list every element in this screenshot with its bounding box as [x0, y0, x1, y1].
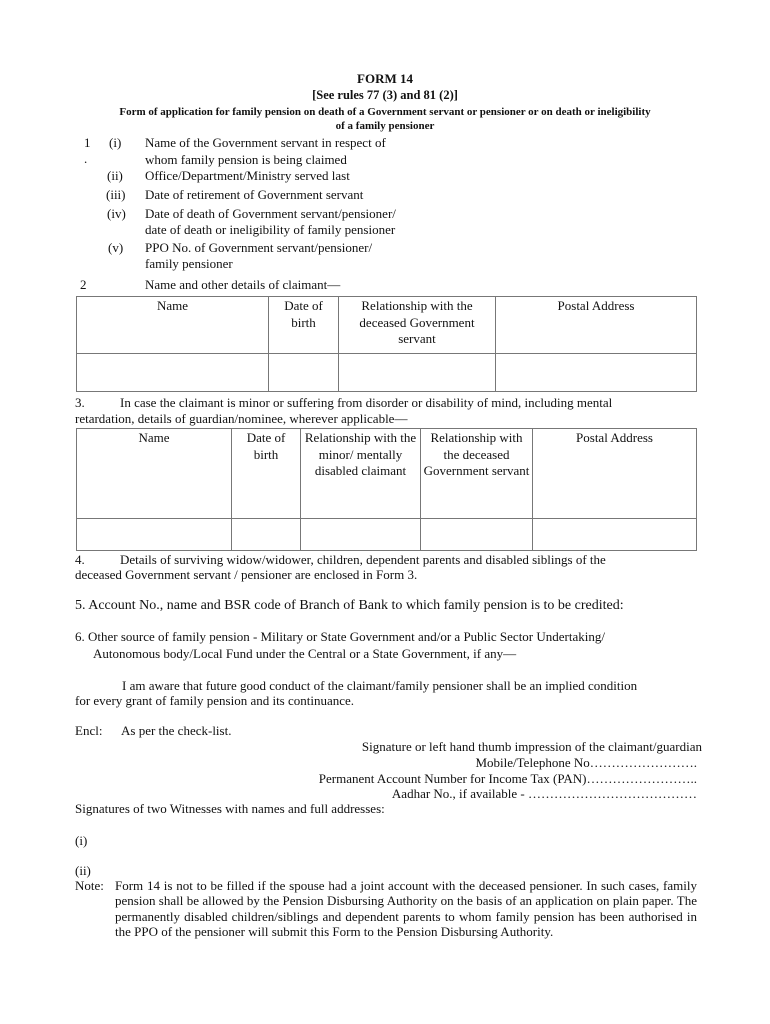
guardian-table-header-row	[77, 429, 697, 519]
item3-text-line1: In case the claimant is minor or suffering from disorder or disability of mind, including mental	[120, 395, 613, 410]
item1-v-label: (v)	[108, 240, 124, 255]
guardian-cell-name[interactable]	[77, 519, 232, 551]
item3-number: 3.	[75, 395, 85, 410]
witnesses-heading: Signatures of two Witnesses with names and full addresses:	[75, 801, 385, 816]
guardian-header-relationship-deceased: Relationship with the deceased Government servant	[421, 429, 533, 519]
item4-number: 4.	[75, 552, 85, 567]
item1-iv-text-cont: date of death or ineligibility of family pensioner	[145, 222, 396, 237]
guardian-header-dob: Date of birth	[232, 429, 301, 519]
item2-number: 2	[80, 277, 87, 292]
item1-v-text: PPO No. of Government servant/pensioner/	[145, 240, 373, 255]
declaration-line2: for every grant of family pension and its continuance.	[75, 693, 355, 708]
item4-text-line1: Details of surviving widow/widower, children, dependent parents and disabled siblings of the	[120, 552, 606, 567]
signature-line: Signature or left hand thumb impression of the claimant/guardian	[361, 739, 702, 754]
note-label: Note:	[75, 878, 104, 893]
item1-iii-text: Date of retirement of Government servant	[145, 187, 364, 202]
item1-dot: .	[84, 151, 88, 166]
item1-iv-text: Date of death of Government servant/pensioner/	[145, 206, 396, 221]
item4-text-line2: deceased Government servant / pensioner are enclosed in Form 3.	[75, 567, 418, 582]
encl-text: As per the check-list.	[121, 723, 232, 738]
claimant-cell-dob[interactable]	[269, 354, 339, 392]
claimant-cell-relationship[interactable]	[339, 354, 496, 392]
guardian-cell-address[interactable]	[533, 519, 697, 551]
claimant-header-dob: Date of birth	[269, 297, 339, 354]
form-subtitle-line2: of a family pensioner	[335, 120, 435, 132]
item1-iv-label: (iv)	[107, 206, 126, 221]
claimant-cell-address[interactable]	[496, 354, 697, 392]
item1-number: 1	[84, 135, 91, 150]
claimant-header-address: Postal Address	[496, 297, 697, 354]
guardian-header-name: Name	[77, 429, 232, 519]
item2-text: Name and other details of claimant—	[145, 277, 341, 292]
claimant-table-row	[77, 354, 697, 392]
guardian-table-row	[77, 519, 697, 551]
item1-iii-label: (iii)	[106, 187, 126, 202]
item1-i-text-cont: whom family pension is being claimed	[145, 152, 347, 167]
witness-1: (i)	[75, 833, 88, 848]
item5-text: 5. Account No., name and BSR code of Branch of Bank to which family pension is to be credited:	[75, 598, 624, 613]
declaration-line1: I am aware that future good conduct of the claimant/family pensioner shall be an implied condition	[122, 678, 638, 693]
form-rules: [See rules 77 (3) and 81 (2)]	[312, 88, 458, 102]
claimant-cell-name[interactable]	[77, 354, 269, 392]
item6-text-line1: 6. Other source of family pension - Military or State Government and/or a Public Sector Undertaking/	[75, 629, 605, 644]
guardian-cell-dob[interactable]	[232, 519, 301, 551]
guardian-cell-relationship-deceased[interactable]	[421, 519, 533, 551]
form-title: FORM 14	[357, 71, 413, 86]
item1-v-text-cont: family pensioner	[145, 256, 233, 271]
item1-i-label: (i)	[109, 135, 122, 150]
claimant-table-header-row	[77, 297, 697, 354]
claimant-header-name: Name	[77, 297, 269, 354]
form-subtitle-line1: Form of application for family pension on death of a Government servant or pensioner or on death or ineligibility	[119, 106, 651, 118]
claimant-header-relationship: Relationship with the deceased Government servant	[339, 297, 496, 354]
note-text: Form 14 is not to be filled if the spouse had a joint account with the deceased pensioner. In such cases, family pension shall be allowed by the Pension Disbursing Authority on the basis of an application on plain paper. The permanently disabled children/siblings and dependent parents to whom family pension has been authorised in the PPO of the pensioner will submit this Form to the Pension Disbursing Authority.	[115, 878, 697, 940]
guardian-table	[76, 428, 697, 551]
item6-text-line2: Autonomous body/Local Fund under the Central or a State Government, if any—	[93, 646, 517, 661]
pan-field: Permanent Account Number for Income Tax (PAN)……………………..	[318, 771, 697, 786]
item1-ii-text: Office/Department/Ministry served last	[145, 168, 350, 183]
item1-i-text: Name of the Government servant in respect of	[145, 135, 386, 150]
item3-text-line2: retardation, details of guardian/nominee, wherever applicable—	[75, 411, 408, 426]
guardian-cell-relationship-minor[interactable]	[301, 519, 421, 551]
encl-label: Encl:	[75, 723, 103, 738]
item1-ii-label: (ii)	[107, 168, 123, 183]
guardian-header-relationship-minor: Relationship with the minor/ mentally disabled claimant	[301, 429, 421, 519]
witness-2: (ii)	[75, 863, 91, 878]
aadhar-field: Aadhar No., if available - …………………………………	[391, 786, 697, 801]
mobile-field: Mobile/Telephone No…………………….	[475, 755, 697, 770]
guardian-header-address: Postal Address	[533, 429, 697, 519]
claimant-table	[76, 296, 697, 392]
